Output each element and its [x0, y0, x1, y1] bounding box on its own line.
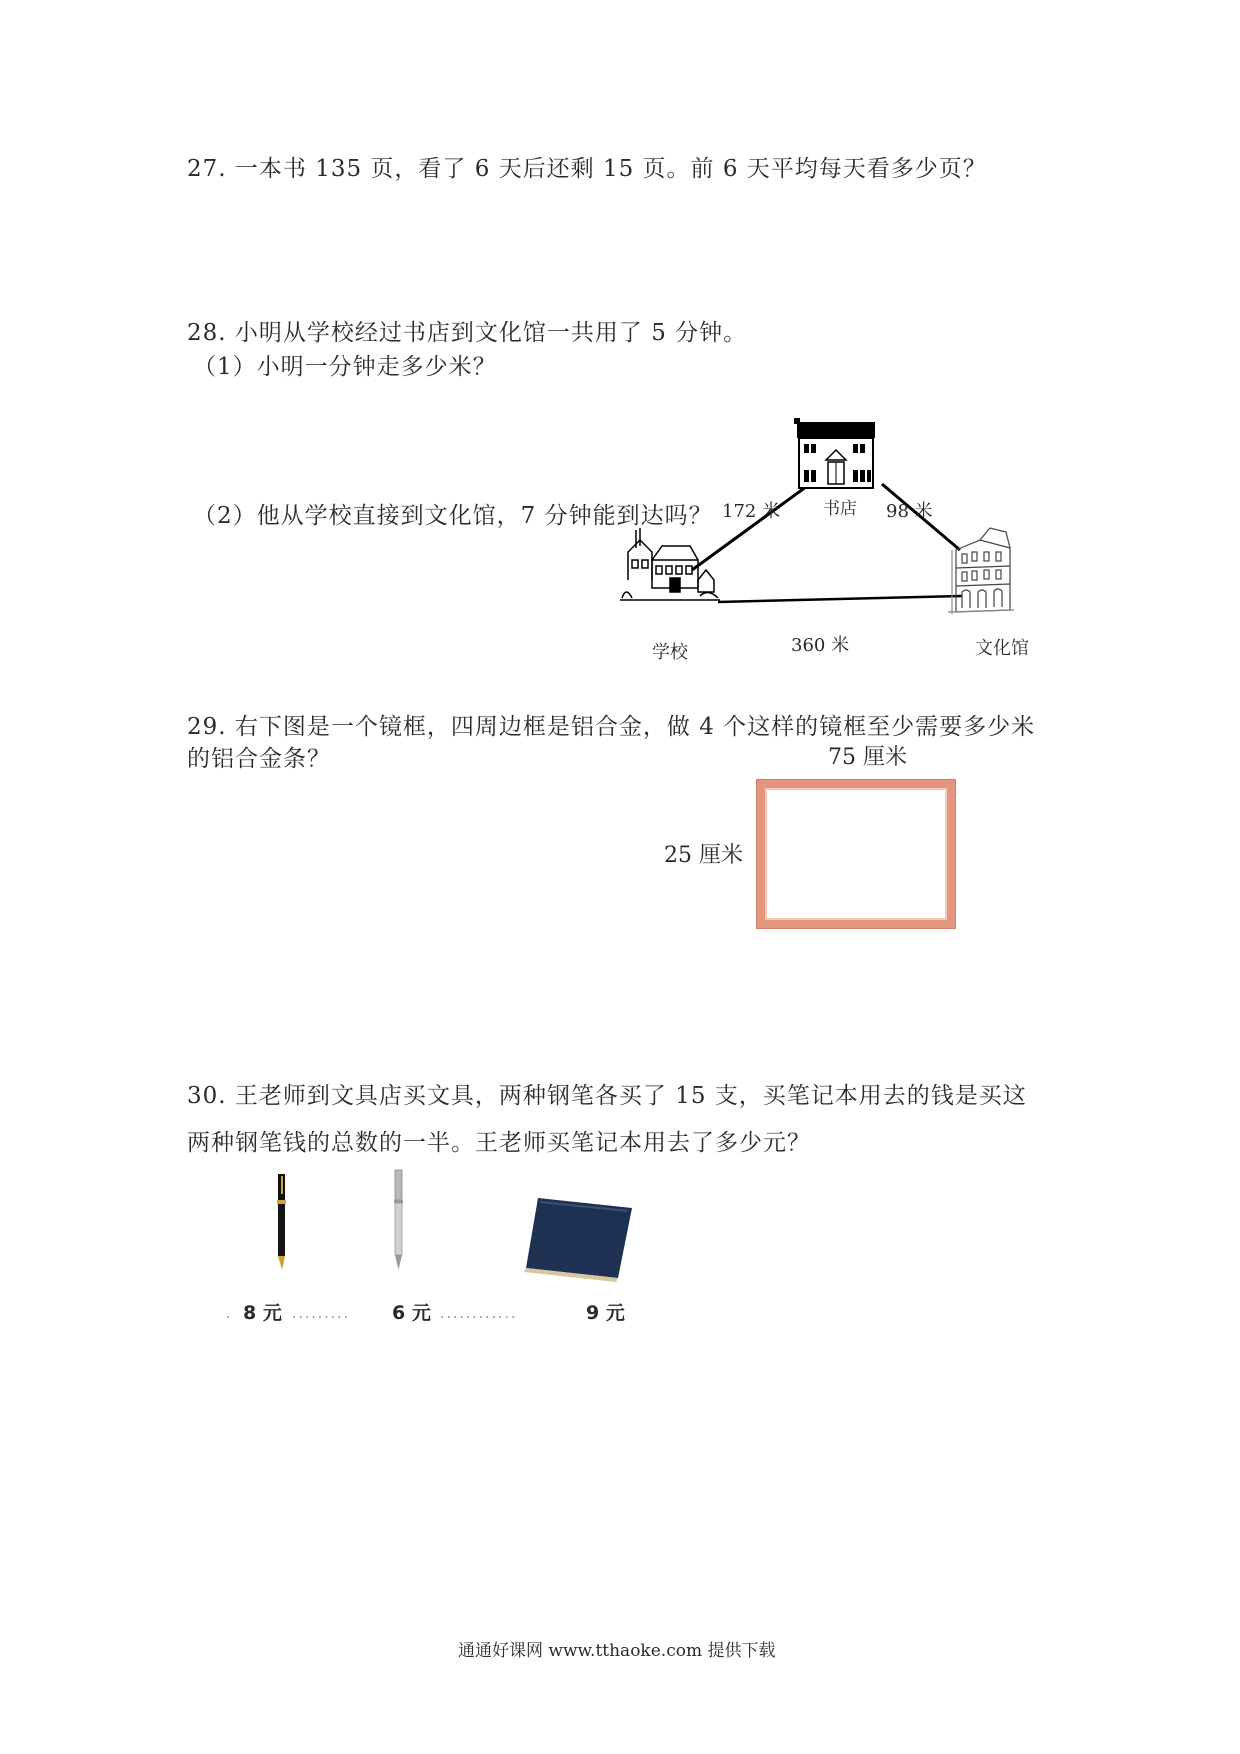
- school-icon: [620, 528, 720, 600]
- question-27: 27. 一本书 135 页，看了 6 天后还剩 15 页。前 6 天平均每天看多少页？: [187, 156, 987, 182]
- label-bookstore: 书店: [823, 499, 857, 519]
- culture-center-icon: [948, 528, 1014, 614]
- price-notebook: 9 元: [586, 1302, 625, 1324]
- label-school: 学校: [652, 642, 688, 663]
- road-school-culture: [718, 596, 962, 602]
- leader-dots-3: ............: [440, 1306, 518, 1322]
- silver-pen-icon: [394, 1170, 403, 1270]
- question-28-title: 28. 小明从学校经过书店到文化馆一共用了 5 分钟。: [187, 320, 748, 346]
- distance-bookstore-culture: 98 米: [886, 501, 933, 522]
- footer-text: 通通好课网 www.tthaoke.com 提供下载: [458, 1641, 776, 1661]
- question-29-line2: 的铝合金条？: [187, 746, 331, 772]
- question-30-line1: 30. 王老师到文具店买文具，两种钢笔各买了 15 支，买笔记本用去的钱是买这: [187, 1083, 1027, 1109]
- question-30-line2: 两种钢笔钱的总数的一半。王老师买笔记本用去了多少元？: [187, 1130, 811, 1156]
- mirror-frame: [757, 780, 955, 928]
- black-pen-icon: [277, 1174, 286, 1270]
- label-culture-center: 文化馆: [975, 638, 1029, 659]
- bookstore-icon: [794, 418, 875, 488]
- route-map: [600, 400, 1060, 670]
- stationery-illustration: [260, 1168, 640, 1288]
- price-silver-pen: 6 元: [392, 1302, 431, 1324]
- distance-school-culture: 360 米: [791, 635, 850, 656]
- leader-dots-2: .........: [292, 1306, 351, 1322]
- question-28-part2: （2）他从学校直接到文化馆，7 分钟能到达吗？: [193, 503, 713, 529]
- leader-dots-1: .: [226, 1306, 233, 1322]
- frame-width-label: 75 厘米: [828, 745, 907, 770]
- notebook-icon: [524, 1198, 632, 1282]
- question-29-line1: 29. 右下图是一个镜框，四周边框是铝合金，做 4 个这样的镜框至少需要多少米: [187, 714, 1036, 740]
- frame-height-label: 25 厘米: [664, 843, 743, 868]
- price-black-pen: 8 元: [243, 1302, 282, 1324]
- question-28-part1: （1）小明一分钟走多少米？: [193, 354, 497, 380]
- distance-school-bookstore: 172 米: [722, 501, 781, 522]
